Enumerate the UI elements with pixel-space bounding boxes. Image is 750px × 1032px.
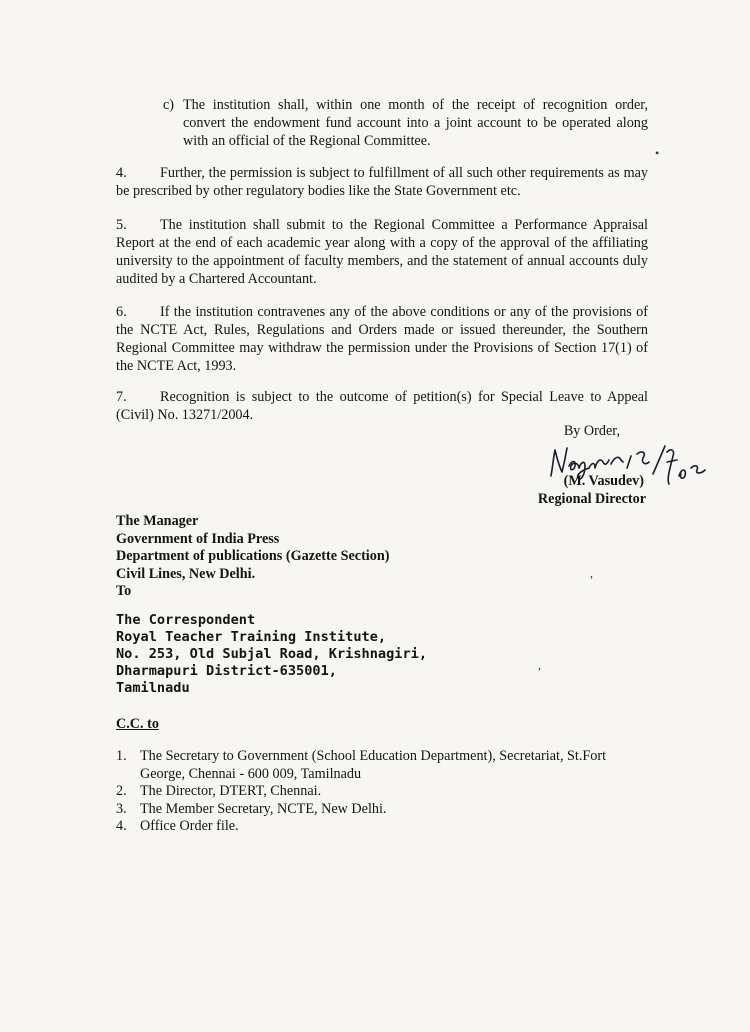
address-line: Government of India Press	[116, 530, 280, 547]
paragraph-4	[116, 164, 648, 200]
cc-item-text: The Member Secretary, NCTE, New Delhi.	[140, 800, 387, 817]
paragraph-7	[116, 388, 648, 424]
cc-item-number: 3.	[116, 800, 127, 817]
recipient-manager-address	[116, 513, 389, 601]
condition-c-text: The institution shall, within one month of the receipt of recognition order, convert the endowment fund account into a joint account to be operated along with an official of the Regional Committee.	[183, 97, 648, 149]
recipient-correspondent-address	[116, 612, 427, 697]
cc-item-text: Office Order file.	[140, 818, 239, 834]
address-line: The Manager	[116, 513, 199, 529]
cc-item-text: The Director, DTERT, Chennai.	[140, 783, 322, 799]
cc-item-text: The Secretary to Government (School Education Department), Secretariat, St.Fort George, Chennai - 600 009, Tamilnadu	[140, 748, 607, 782]
to-label: To	[116, 583, 132, 599]
cc-item-number: 1.	[116, 748, 127, 764]
paragraph-6	[116, 303, 648, 375]
cc-item-number: 2.	[116, 783, 127, 799]
scan-speck: ,	[538, 658, 541, 672]
address-line: Dharmapuri District-635001,	[116, 663, 337, 679]
paragraph-text: Further, the permission is subject to fulfillment of all such other requirements as may be prescribed by other regulatory bodies like the State Government etc.	[116, 165, 648, 199]
cc-item	[116, 748, 651, 783]
address-line: No. 253, Old Subjal Road, Krishnagiri,	[116, 646, 427, 662]
paragraph-number: 7.	[116, 389, 127, 405]
condition-c	[163, 96, 648, 150]
paragraph-number: 5.	[116, 217, 127, 233]
cc-item	[116, 818, 651, 836]
paragraph-text: Recognition is subject to the outcome of petition(s) for Special Leave to Appeal (Civil) No. 13271/2004.	[116, 389, 648, 423]
paragraph-text: The institution shall submit to the Regional Committee a Performance Appraisal Report at the end of each academic year along with a copy of the approval of the affiliating university to the appointment of faculty members, and the statement of annual accounts duly audited by a Chartered Accountant.	[116, 217, 648, 287]
scan-speck: ,	[590, 566, 593, 580]
scan-speck: •	[655, 146, 660, 160]
address-line: Royal Teacher Training Institute,	[116, 629, 387, 645]
cc-item	[116, 783, 651, 801]
condition-c-number: c)	[163, 97, 175, 113]
paragraph-number: 4.	[116, 165, 127, 181]
cc-heading: C.C. to	[116, 716, 159, 732]
cc-item	[116, 801, 651, 819]
address-line: Tamilnadu	[116, 680, 190, 696]
address-line: The Correspondent	[116, 612, 256, 628]
signatory-name: (M. Vasudev)	[563, 473, 644, 489]
address-line: Department of publications (Gazette Section)	[116, 548, 390, 564]
paragraph-text: If the institution contravenes any of the above conditions or any of the provisions of the NCTE Act, Rules, Regulations and Orders made or issued thereunder, the Southern Regional Committee may withdraw the permission under the Provisions of Section 17(1) of the NCTE Act, 1993.	[116, 304, 648, 374]
cc-list	[116, 748, 651, 836]
address-line: Civil Lines, New Delhi.	[116, 565, 256, 582]
signatory-designation: Regional Director	[537, 491, 646, 507]
paragraph-number: 6.	[116, 304, 127, 320]
cc-item-number: 4.	[116, 818, 127, 834]
by-order-label: By Order,	[563, 423, 620, 439]
paragraph-5	[116, 216, 648, 288]
